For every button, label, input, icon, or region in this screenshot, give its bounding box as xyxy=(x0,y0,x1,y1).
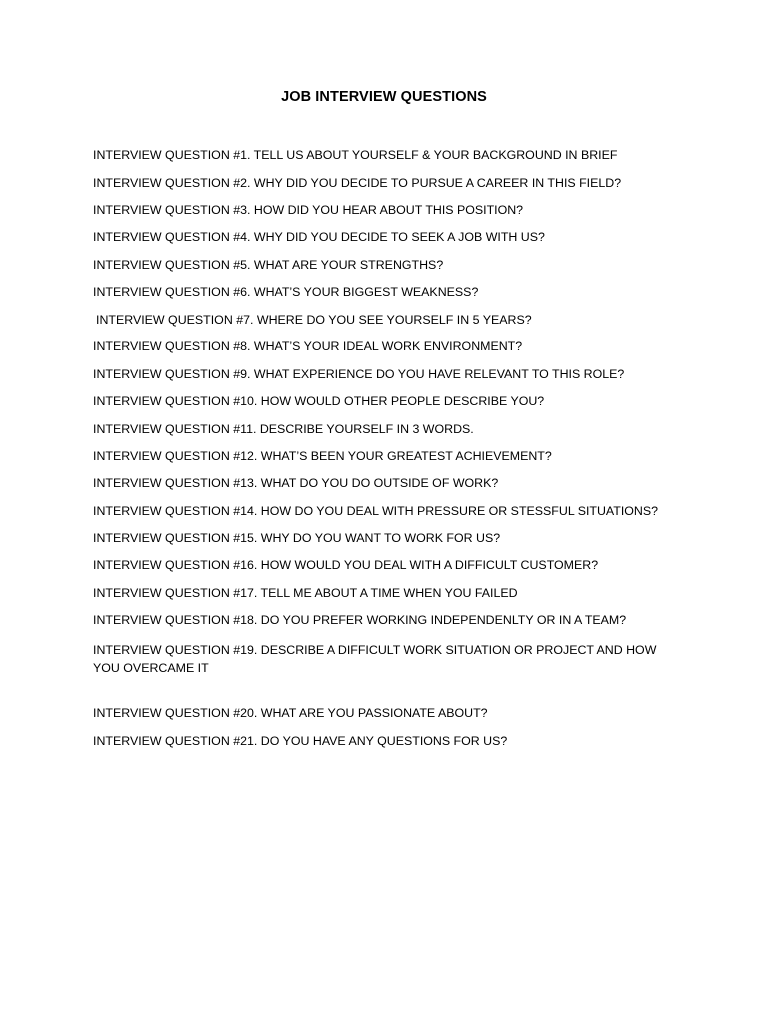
question-6: INTERVIEW QUESTION #6. WHAT’S YOUR BIGGEST WEAKNESS? xyxy=(93,285,479,299)
question-10: INTERVIEW QUESTION #10. HOW WOULD OTHER PEOPLE DESCRIBE YOU? xyxy=(93,394,545,408)
question-3: INTERVIEW QUESTION #3. HOW DID YOU HEAR ABOUT THIS POSITION? xyxy=(93,203,524,217)
question-14: INTERVIEW QUESTION #14. HOW DO YOU DEAL WITH PRESSURE OR STESSFUL SITUATIONS? xyxy=(93,504,659,518)
question-16: INTERVIEW QUESTION #16. HOW WOULD YOU DEAL WITH A DIFFICULT CUSTOMER? xyxy=(93,558,599,572)
question-21: INTERVIEW QUESTION #21. DO YOU HAVE ANY QUESTIONS FOR US? xyxy=(93,734,508,748)
question-15: INTERVIEW QUESTION #15. WHY DO YOU WANT TO WORK FOR US? xyxy=(93,531,501,545)
question-12: INTERVIEW QUESTION #12. WHAT’S BEEN YOUR GREATEST ACHIEVEMENT? xyxy=(93,449,552,463)
question-19: INTERVIEW QUESTION #19. DESCRIBE A DIFFICULT WORK SITUATION OR PROJECT AND HOW YOU OVERCAME IT xyxy=(93,643,657,675)
question-13: INTERVIEW QUESTION #13. WHAT DO YOU DO OUTSIDE OF WORK? xyxy=(93,476,499,490)
question-8: INTERVIEW QUESTION #8. WHAT’S YOUR IDEAL WORK ENVIRONMENT? xyxy=(93,339,523,353)
question-9: INTERVIEW QUESTION #9. WHAT EXPERIENCE DO YOU HAVE RELEVANT TO THIS ROLE? xyxy=(93,367,625,381)
question-7: INTERVIEW QUESTION #7. WHERE DO YOU SEE YOURSELF IN 5 YEARS? xyxy=(96,313,532,327)
question-11: INTERVIEW QUESTION #11. DESCRIBE YOURSELF IN 3 WORDS. xyxy=(93,422,474,436)
question-17: INTERVIEW QUESTION #17. TELL ME ABOUT A TIME WHEN YOU FAILED xyxy=(93,586,518,600)
question-18: INTERVIEW QUESTION #18. DO YOU PREFER WORKING INDEPENDENLTY OR IN A TEAM? xyxy=(93,613,627,627)
question-4: INTERVIEW QUESTION #4. WHY DID YOU DECIDE TO SEEK A JOB WITH US? xyxy=(93,230,545,244)
question-20: INTERVIEW QUESTION #20. WHAT ARE YOU PASSIONATE ABOUT? xyxy=(93,706,488,720)
document-title: JOB INTERVIEW QUESTIONS xyxy=(281,89,487,105)
question-5: INTERVIEW QUESTION #5. WHAT ARE YOUR STRENGTHS? xyxy=(93,258,444,272)
question-2: INTERVIEW QUESTION #2. WHY DID YOU DECIDE TO PURSUE A CAREER IN THIS FIELD? xyxy=(93,176,622,190)
question-1: INTERVIEW QUESTION #1. TELL US ABOUT YOURSELF & YOUR BACKGROUND IN BRIEF xyxy=(93,148,618,162)
